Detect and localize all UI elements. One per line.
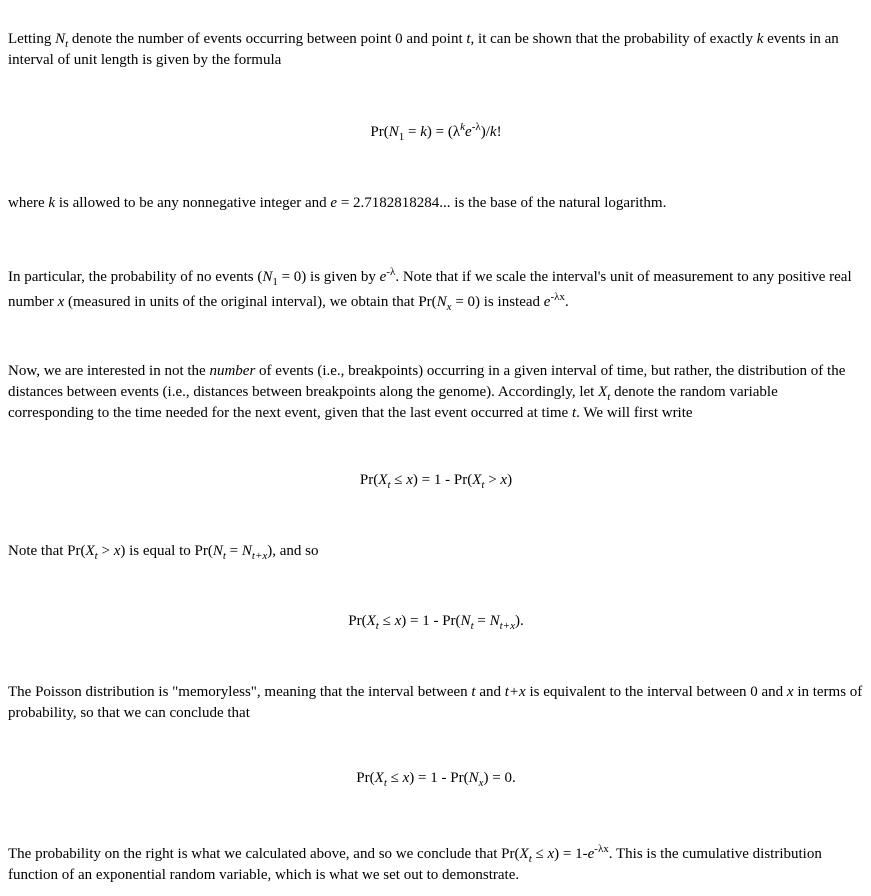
substituted-formula: $Pr(X_t \le x) = 1 - Pr(N_t = N_{t+x})$. [348, 613, 524, 632]
memoryless-paragraph: The Poisson distribution is "memoryless", meaning that the interval between t and t+x is equivalent to the interval between 0 and x in terms of probability, so that we can conclude that [8, 684, 863, 721]
complement-formula: $Pr(X_t \le x) = 1 - Pr(X_t > x)$ [359, 472, 513, 491]
distribution-paragraph: Now, we are interested in not the number of events (i.e., breakpoints) occurring in a given interval of time, but rather, the distribution of the distances between events (i.e., distances between breakpoints along the genome). Accordingly, let $X_t$ denote the random variable corresponding to the time needed for the next event, given that the last event occurred at time t. We will first write [8, 363, 846, 421]
conclusion-paragraph: The probability on the right is what we calculated above, and so we conclude that $Pr(X_t \le x) = 1-e^{-\lambda x}$. This is the cumulative distribution function of an exponential random variable, which is what we set out to demonstrate. [8, 843, 822, 883]
poisson-formula: $Pr(N_1 = k) = (\lambda^ke^{-\lambda})/k$! [370, 121, 502, 143]
memoryless-formula: $Pr(X_t \le x) = 1 - Pr(N_x) = 0$. [356, 770, 516, 789]
intro-paragraph: Letting $N_t$ denote the number of events occurring between point 0 and point t, it can be shown that the probability of exactly k events in an interval of unit length is given by the formula [8, 31, 839, 68]
equality-paragraph: Note that $Pr(X_t > x)$ is equal to $Pr(N_t = N_{t+x})$, and so [8, 543, 319, 562]
no-events-paragraph: In particular, the probability of no events $(N_1 = 0)$ is given by $e^{-\lambda}$. Note that if we scale the interval's unit of measurement to any positive real number x (measured in units of the original interval), we obtain that $Pr(N_x = 0)$ is instead $e^{-\lambda x}$. [8, 266, 852, 313]
definition-paragraph: where k is allowed to be any nonnegative integer and e = 2.7182818284... is the base of the natural logarithm. [8, 195, 667, 211]
